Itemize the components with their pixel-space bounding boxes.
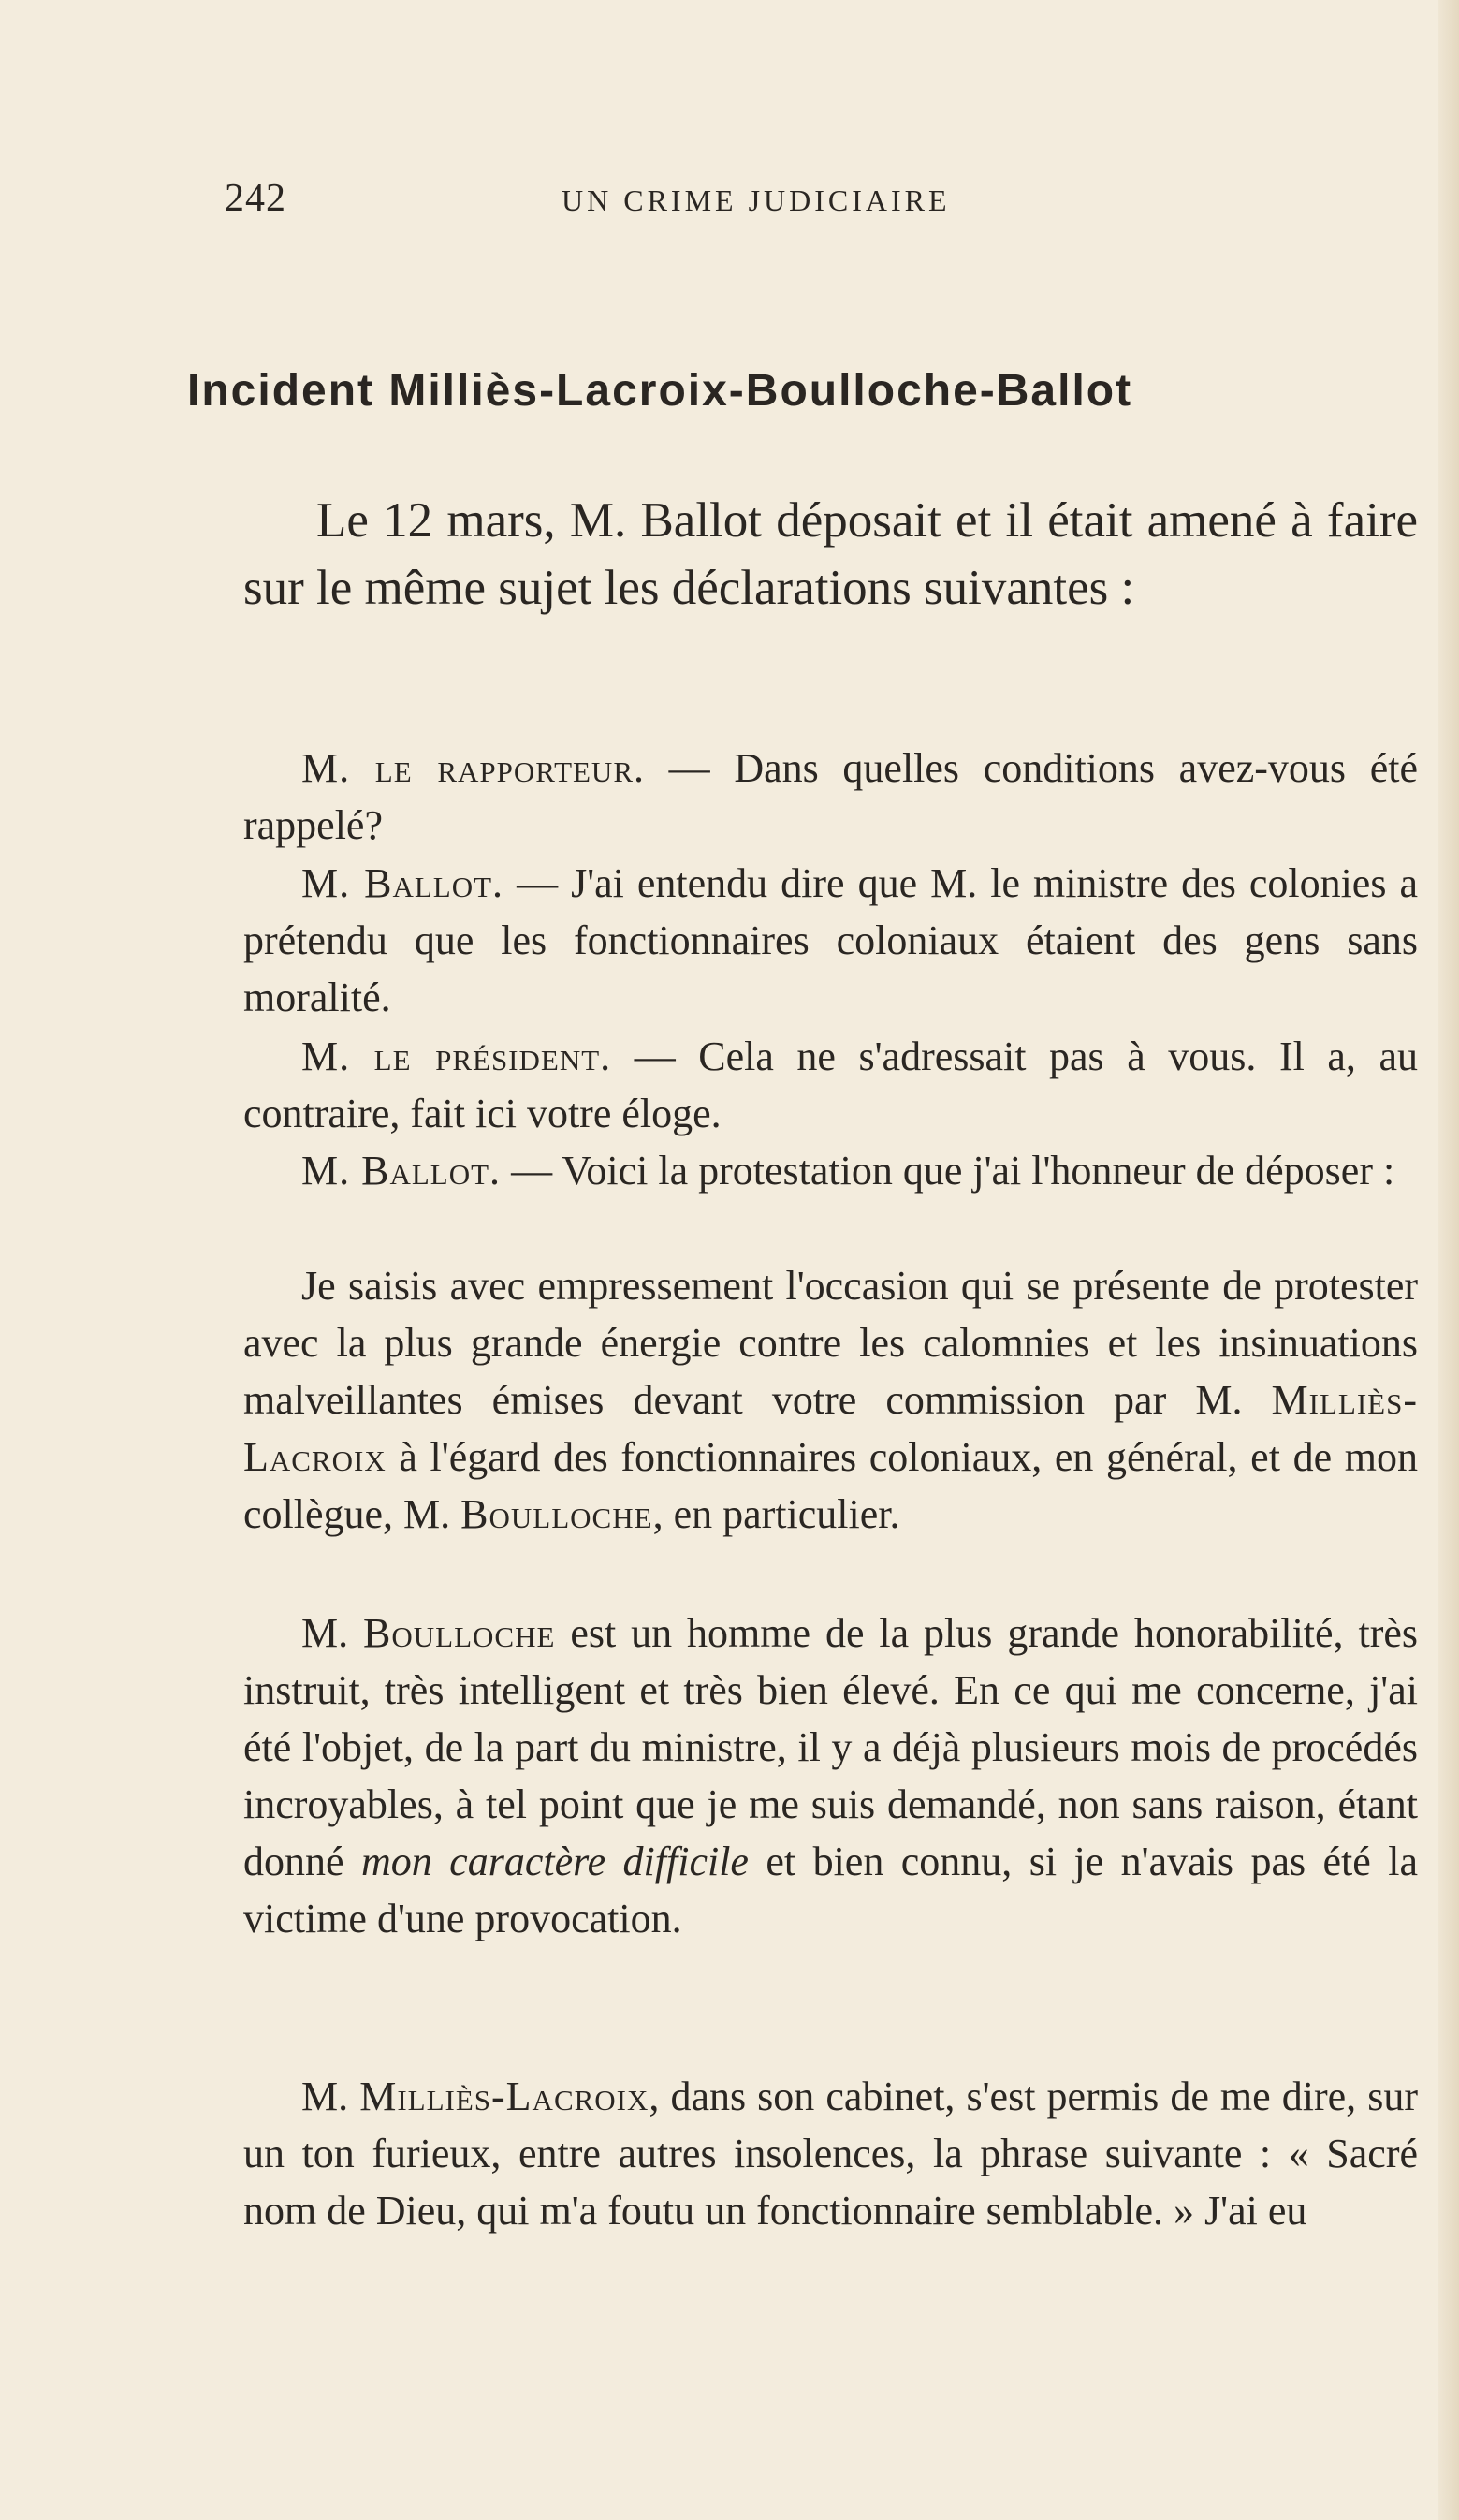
protest-text: Je saisis avec empressement l'occasion qui se présente de protester avec la plus grande énergie contre les calomnies et les insinuations malveillantes émises devant votre commission par M. [243,1263,1418,1423]
page-edge-shadow [1438,0,1459,2520]
dialogue-ballot-1 [243,855,1418,1026]
intro-paragraph: Le 12 mars, M. Ballot déposait et il était amené à faire sur le même sujet les déclarations suivantes : [243,493,1418,615]
dialogue-ballot-2 [243,1142,1418,1199]
book-title: UN CRIME JUDICIAIRE [562,183,951,217]
speaker-name: M. le rapporteur. [301,745,645,791]
italic-phrase: mon caractère difficile [360,1839,749,1884]
protest-text: M. [301,2073,360,2119]
person-name: Boulloche [363,1610,556,1656]
protest-text: à l'égard des fonctionnaires coloniaux, en général, et de mon collègue, M. [243,1434,1418,1537]
dialogue-text: — J'ai entendu dire que M. le ministre des colonies a prétendu que les fonctionnaires coloniaux étaient des gens sans moralité. [243,860,1418,1020]
dialogue-rapporteur [243,740,1418,854]
section-heading: Incident Milliès-Lacroix-Boulloche-Ballot [187,366,1133,416]
protest-text: M. [301,1610,364,1656]
dialogue-president [243,1028,1418,1142]
protest-text: , dans son cabinet, s'est permis de me dire, sur un ton furieux, entre autres insolences, la phrase suivante : « Sacré nom de Dieu, qui m'a foutu un fonctionnaire semblable. » J'ai eu [243,2073,1418,2234]
person-name: Boulloche [460,1491,653,1537]
dialogue-text: — Cela ne s'adressait pas à vous. Il a, au contraire, fait ici votre éloge. [243,1033,1418,1136]
protest-text: , en particulier. [652,1491,900,1537]
page-number: 242 [225,177,286,220]
speaker-name: M. Ballot. [301,860,504,906]
dialogue-text: — Voici la protestation que j'ai l'honneur de déposer : [501,1148,1395,1194]
dialogue-text: — Dans quelles conditions avez-vous été rappelé? [243,745,1418,848]
running-head [225,176,1067,223]
speaker-name: M. Ballot. [301,1148,502,1194]
protest-text: est un homme de la plus grande honorabilité, très instruit, très intelligent et très bien élevé. En ce qui me concerne, j'ai été l'objet, de la part du ministre, il y a déjà plusieurs mois de procédés incroyables, à tel point que je me suis demandé, non sans raison, étant donné [243,1610,1418,1884]
protest-paragraph-3 [243,2068,1418,2239]
person-name: Milliès-Lacroix [359,2073,649,2119]
protest-paragraph-2 [243,1604,1418,1947]
speaker-name: M. le président. [301,1033,612,1079]
protest-text: et bien connu, si je n'avais pas été la victime d'une provocation. [243,1839,1418,1941]
protest-paragraph-1 [243,1257,1418,1543]
person-name: Milliès-Lacroix [243,1377,1418,1480]
